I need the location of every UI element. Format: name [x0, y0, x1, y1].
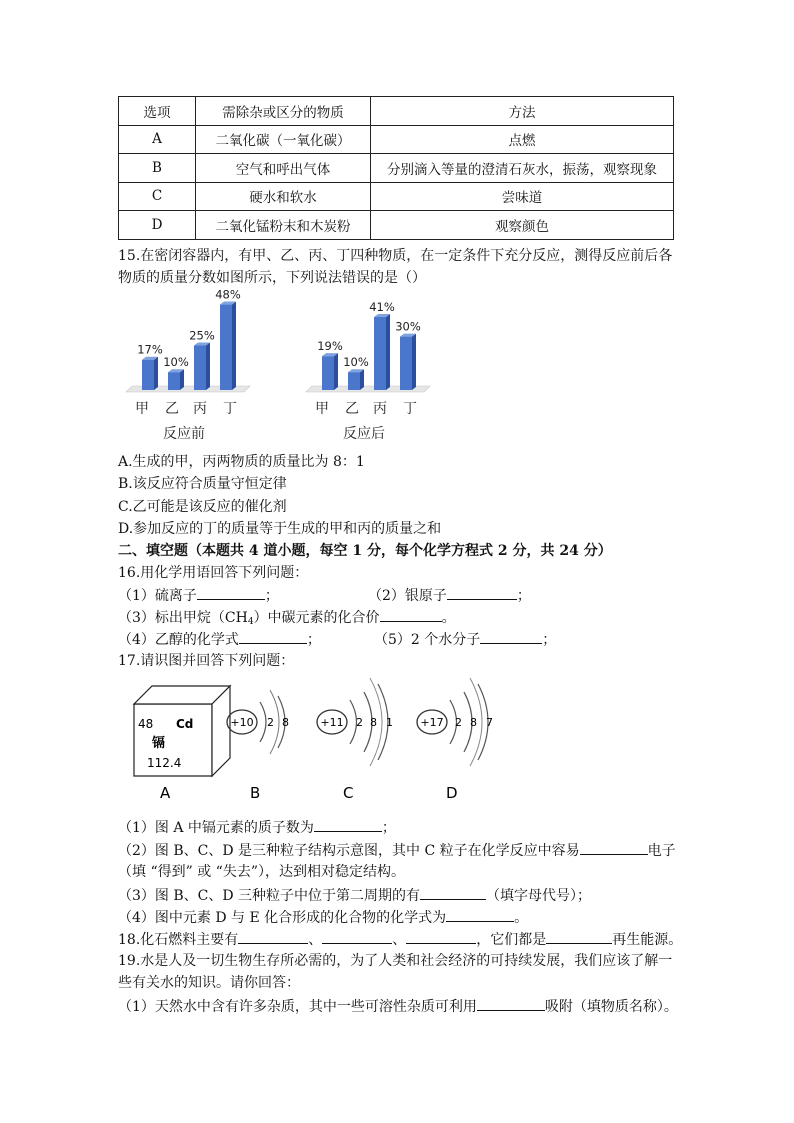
element-cube-a: [134, 686, 230, 776]
chart-caption: 反应后: [343, 426, 385, 442]
bar-value-label: 10%: [343, 355, 369, 370]
q17-stem: 17.请识图并回答下列问题：: [118, 653, 295, 669]
q16-p1-label: （1）硫离子: [118, 588, 197, 604]
chart-after: [306, 300, 430, 442]
category-label: 乙: [165, 401, 179, 417]
q19-stem-line1: 19.水是人及一切生物生存所必需的，为了人类和社会经济的可持续发展，我们应该了解一: [118, 953, 673, 969]
bar-side: [412, 334, 416, 390]
q17-p1-label: （1）图 A 中镉元素的质子数为: [118, 820, 314, 836]
q19-p1-label-b: 吸附（填物质名称）。: [544, 999, 678, 1015]
q19-stem-line2: 些有关水的知识。请你回答：: [118, 975, 300, 991]
q16-p5-label: （5）2 个水分子: [374, 632, 481, 648]
category-label: 丁: [223, 401, 237, 417]
q16-p2-semi: ；: [516, 588, 531, 604]
answer-blank[interactable]: [477, 996, 545, 1011]
table-header-cell: 选项: [119, 97, 196, 126]
answer-blank[interactable]: [314, 817, 382, 832]
q16-p3-subscript: 4: [247, 617, 254, 627]
q16-p4-semi: ；: [306, 632, 321, 648]
bar-side: [232, 302, 236, 390]
answer-blank[interactable]: [446, 907, 514, 922]
q18-sep: 、: [392, 932, 407, 948]
q16-p3-label-a: （3）标出甲烷（CH: [118, 610, 248, 626]
q16-p3-period: 。: [441, 610, 456, 626]
q17-p2-label-b: 电子: [647, 843, 676, 859]
q19-part1: [118, 996, 678, 1017]
shell-electrons: 8: [470, 716, 477, 729]
shell-electrons: 8: [370, 716, 377, 729]
q15-option-a: A.生成的甲，丙两物质的质量比为 8：1: [118, 454, 365, 470]
q15-option-b: B.该反应符合质量守恒定律: [118, 476, 287, 492]
atom-structure-figure: [118, 672, 518, 808]
answer-blank[interactable]: [322, 929, 392, 944]
q15-option-d: D.参加反应的丁的质量等于生成的甲和丙的质量之和: [118, 521, 442, 537]
chart-before: [126, 288, 250, 442]
table-cell: C: [119, 182, 196, 211]
figure-label-c: C: [343, 784, 354, 802]
figure-label-b: B: [250, 784, 261, 802]
q18-label-b: ，它们都是: [476, 932, 547, 948]
answer-blank[interactable]: [197, 585, 265, 600]
answer-blank[interactable]: [447, 585, 517, 600]
answer-blank[interactable]: [406, 929, 476, 944]
table-row: [119, 154, 674, 183]
nucleus-charge: +11: [320, 716, 344, 729]
answer-blank[interactable]: [546, 929, 612, 944]
atom-diagram-c: [317, 678, 393, 766]
q17-part1: [118, 817, 396, 838]
bar: [220, 305, 232, 390]
shell-electrons: 2: [455, 716, 462, 729]
answer-blank[interactable]: [380, 607, 442, 622]
bar-value-label: 17%: [137, 342, 163, 357]
q17-p3-label-b: （填字母代号）；: [486, 888, 592, 904]
q17-p1-semi: ；: [381, 820, 396, 836]
shell-electrons: 1: [386, 716, 393, 729]
table-cell: 观察颜色: [371, 211, 674, 240]
nucleus-charge: +10: [230, 716, 254, 729]
atomic-mass: 112.4: [147, 756, 182, 770]
shell-electrons: 7: [486, 716, 493, 729]
q16-p3-label-b: ）中碳元素的化合价: [253, 610, 380, 626]
q18-line: [118, 929, 682, 950]
atom-diagram-b: [227, 690, 289, 754]
table-row: [119, 211, 674, 240]
q16-p4-label: （4）乙醇的化学式: [118, 632, 239, 648]
table-cell: 硬水和软水: [196, 182, 371, 211]
q18-label-a: 18.化石燃料主要有: [118, 932, 239, 948]
shell-electrons: 2: [356, 716, 363, 729]
options-table: [118, 96, 674, 240]
q16-p2-label: （2）银原子: [368, 588, 447, 604]
q16-part2: [368, 585, 531, 606]
element-name: 镉: [152, 736, 166, 751]
bar: [194, 346, 206, 391]
q16-part1: [118, 585, 279, 606]
q16-p1-semi: ；: [264, 588, 279, 604]
answer-blank[interactable]: [480, 629, 542, 644]
bar: [400, 337, 412, 390]
figure-label-d: D: [446, 784, 458, 802]
category-label: 乙: [345, 401, 359, 417]
answer-blank[interactable]: [239, 629, 307, 644]
section-2-title: 二、填空题（本题共 4 道小题，每空 1 分，每个化学方程式 2 分，共 24 分）: [118, 543, 612, 559]
bar-value-label: 10%: [163, 355, 189, 370]
table-row: [119, 125, 674, 154]
answer-blank[interactable]: [238, 929, 308, 944]
table-header-row: [119, 97, 674, 126]
element-symbol: Cd: [176, 717, 194, 731]
nucleus-charge: +17: [420, 716, 444, 729]
bar-value-label: 25%: [189, 328, 215, 343]
q17-part4: [118, 907, 528, 928]
table-header-cell: 需除杂或区分的物质: [196, 97, 371, 126]
category-label: 甲: [135, 401, 149, 417]
q17-part3: [118, 885, 591, 906]
bar-value-label: 48%: [215, 287, 241, 302]
table-cell: A: [119, 125, 196, 154]
bar: [374, 317, 386, 390]
q17-part2: [118, 840, 676, 861]
bar: [348, 372, 360, 390]
bar-side: [206, 343, 210, 391]
bar-side: [180, 369, 184, 390]
category-label: 丁: [403, 401, 417, 417]
q17-p2-label-a: （2）图 B、C、D 是三种粒子结构示意图，其中 C 粒子在化学反应中容易: [118, 843, 580, 859]
bar: [322, 356, 334, 390]
q17-part2-cont: （填 “得到” 或 “失去”），达到相对稳定结构。: [118, 864, 405, 880]
q15-stem-line2: 物质的质量分数如图所示，下列说法错误的是（）: [118, 270, 426, 286]
answer-blank[interactable]: [580, 840, 648, 855]
q16-stem: 16.用化学用语回答下列问题：: [118, 565, 309, 581]
bar-value-label: 19%: [317, 339, 343, 354]
category-label: 甲: [315, 401, 329, 417]
mass-fraction-charts: [118, 284, 448, 446]
table-cell: B: [119, 154, 196, 183]
table-cell: 二氧化锰粉末和木炭粉: [196, 211, 371, 240]
bar-value-label: 41%: [369, 300, 395, 315]
table-cell: 尝味道: [371, 182, 674, 211]
chart-caption: 反应前: [163, 426, 205, 442]
shell-electrons: 8: [282, 716, 289, 729]
bar-side: [360, 369, 364, 390]
q17-p4-label-b: 。: [514, 910, 529, 926]
bar: [142, 360, 154, 390]
q17-p3-label-a: （3）图 B、C、D 三种粒子中位于第二周期的有: [118, 888, 421, 904]
q18-label-c: 再生能源。: [612, 932, 683, 948]
answer-blank[interactable]: [420, 885, 486, 900]
atomic-number: 48: [138, 717, 154, 731]
table-cell: 分别滴入等量的澄清石灰水，振荡，观察现象: [371, 154, 674, 183]
q15-stem-line1: 15.在密闭容器内，有甲、乙、丙、丁四种物质，在一定条件下充分反应，测得反应前后各: [118, 248, 673, 264]
atom-diagram-d: [417, 678, 493, 766]
q19-p1-label-a: （1）天然水中含有许多杂质，其中一些可溶性杂质可利用: [118, 999, 477, 1015]
category-label: 丙: [373, 401, 387, 417]
q18-sep: 、: [308, 932, 323, 948]
figure-label-a: A: [160, 784, 171, 802]
category-label: 丙: [193, 401, 207, 417]
bar-side: [334, 353, 338, 390]
table-header-cell: 方法: [371, 97, 674, 126]
q16-p5-semi: ；: [542, 632, 557, 648]
q16-part4: [118, 629, 321, 650]
q16-part5: [374, 629, 556, 650]
table-cell: 点燃: [371, 125, 674, 154]
table-cell: 二氧化碳（一氧化碳）: [196, 125, 371, 154]
bar-value-label: 30%: [395, 319, 421, 334]
q15-option-c: C.乙可能是该反应的催化剂: [118, 499, 287, 515]
table-row: [119, 182, 674, 211]
shell-electrons: 2: [267, 716, 274, 729]
table-cell: 空气和呼出气体: [196, 154, 371, 183]
q17-p4-label-a: （4）图中元素 D 与 E 化合形成的化合物的化学式为: [118, 910, 447, 926]
table-cell: D: [119, 211, 196, 240]
bar-side: [386, 314, 390, 390]
bar: [168, 372, 180, 390]
bar-side: [154, 357, 158, 390]
